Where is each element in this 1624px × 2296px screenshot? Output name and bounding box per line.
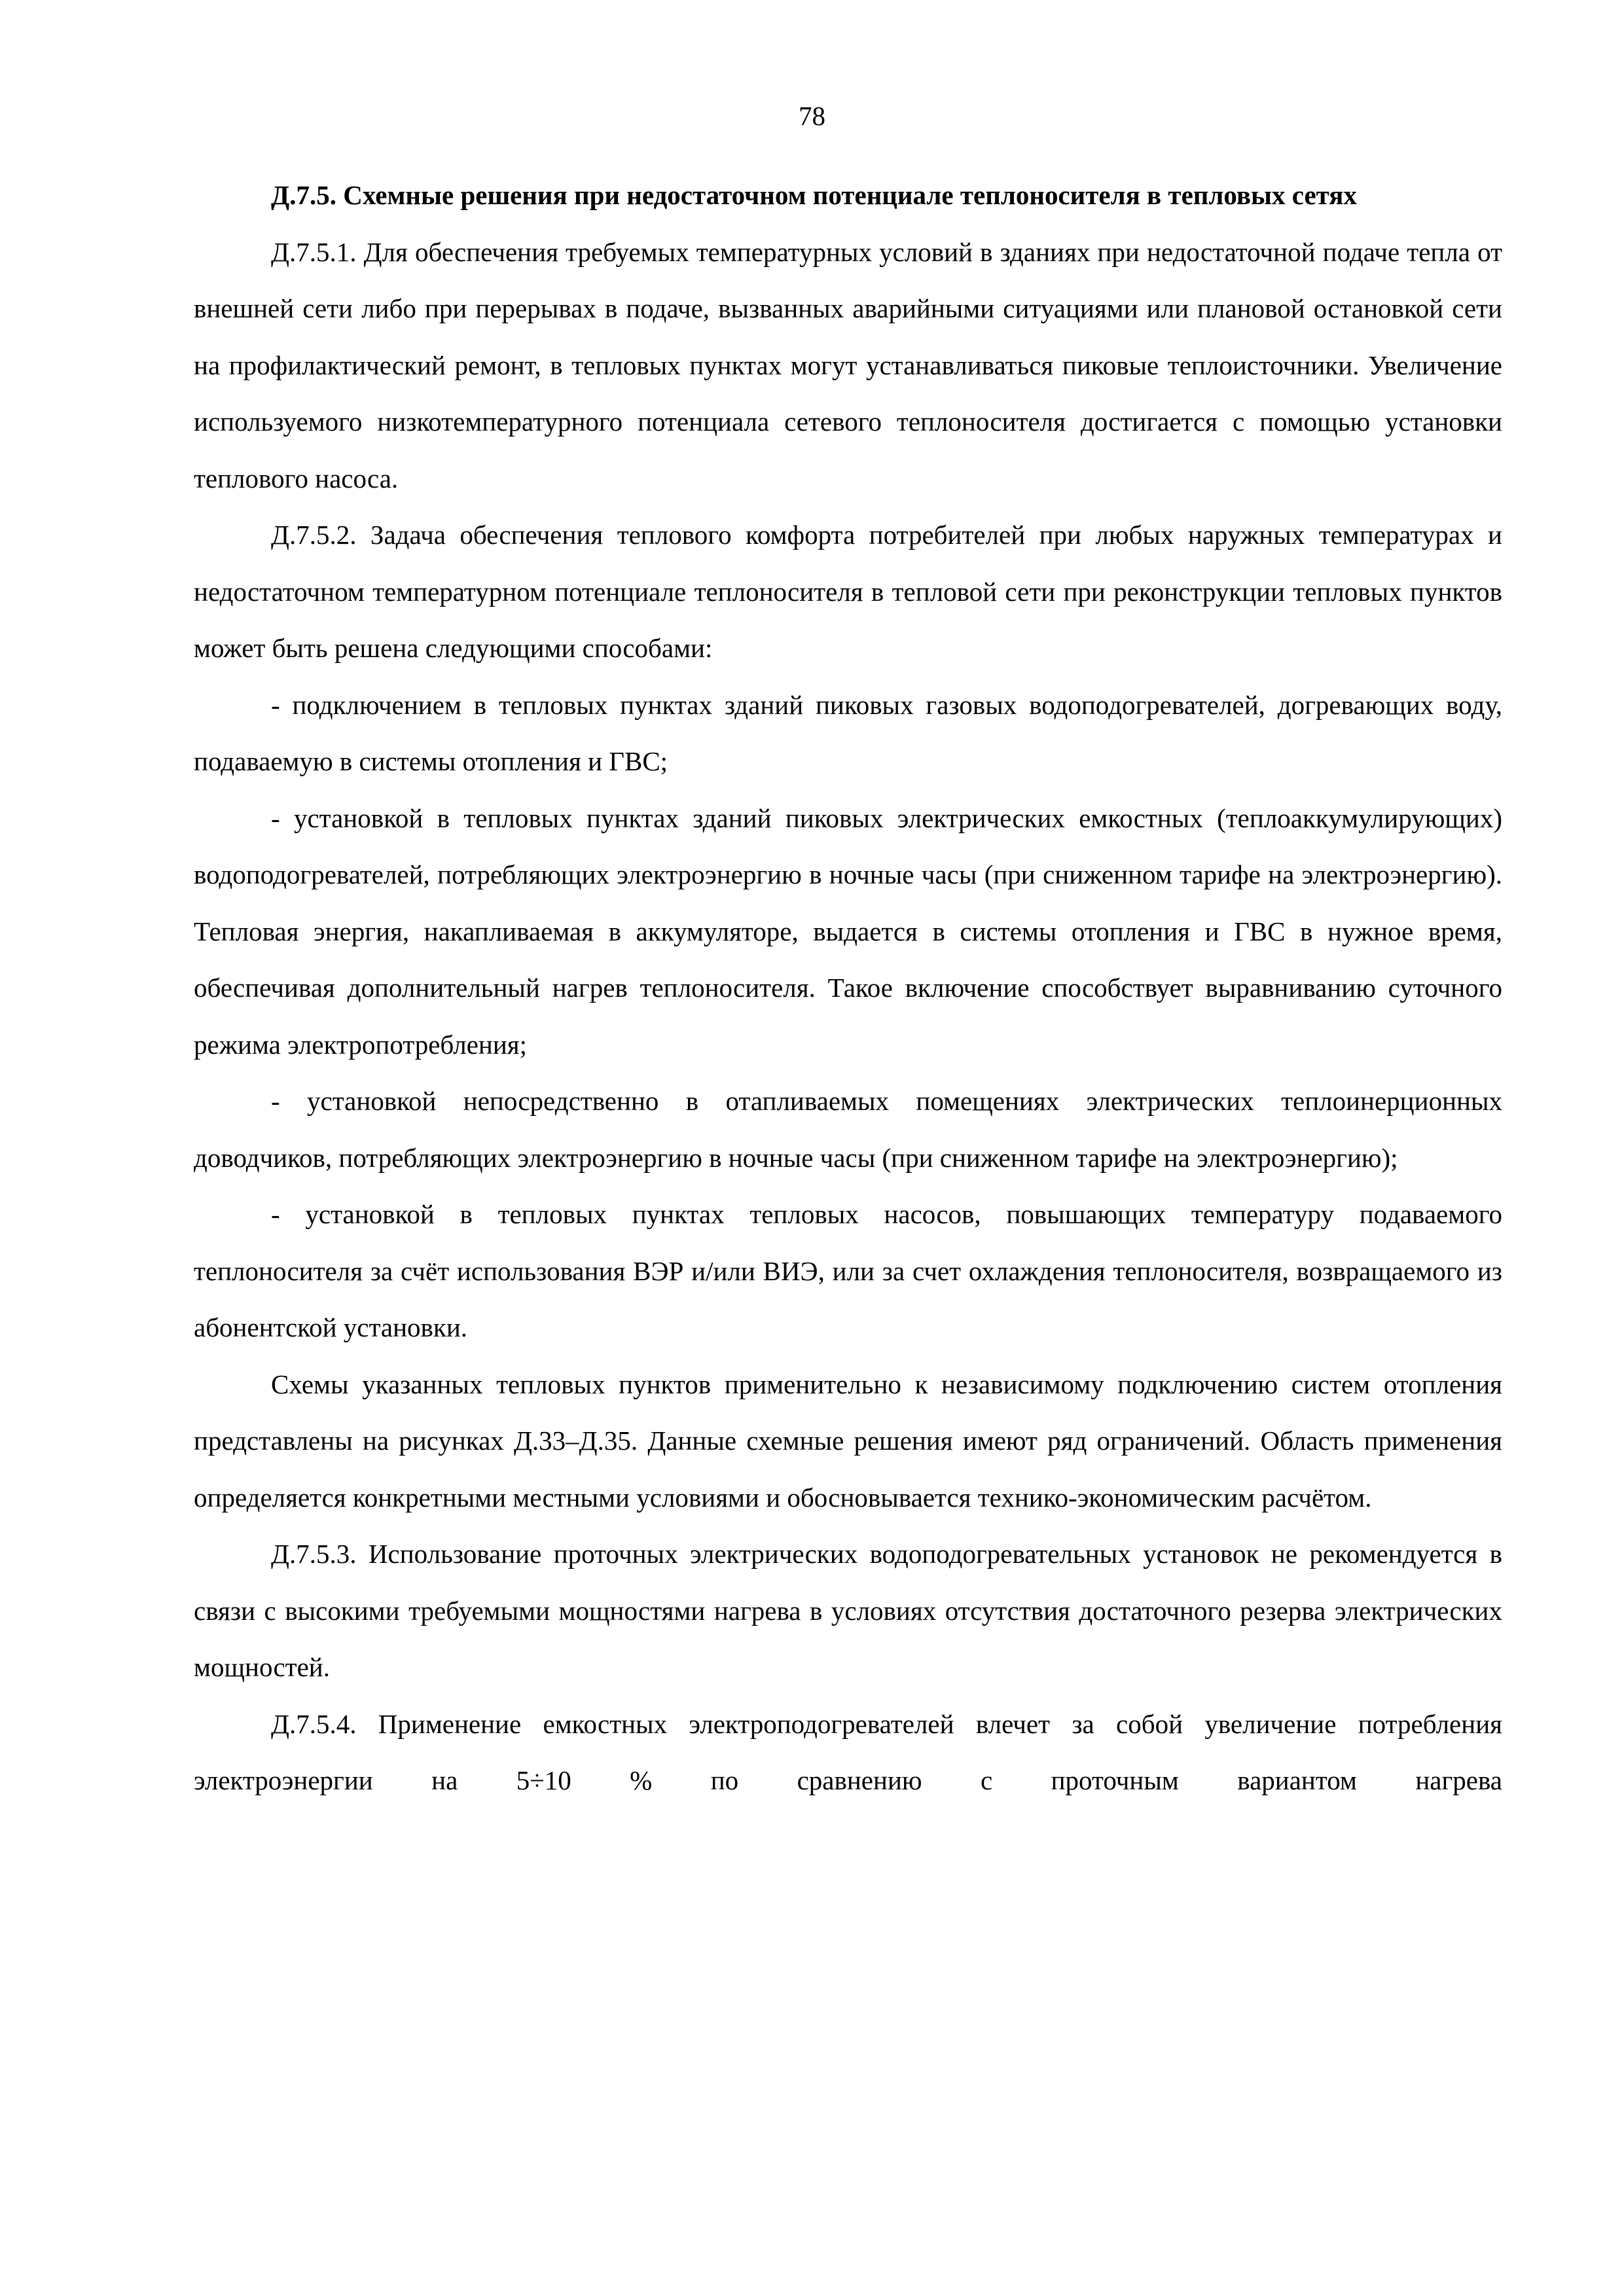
page-number: 78 [799,101,825,131]
paragraph-7-5-2: Д.7.5.2. Задача обеспечения теплового комфорта потребителей при любых наружных температурах и недостаточном температурном потенциале теплоносителя в тепловой сети при реконструкции тепловых пунктов может быть решена следующими способами: [194,520,1502,663]
list-item-room-heaters: - установкой непосредственно в отапливаемых помещениях электрических теплоинерционных доводчиков, потребляющих электроэнергию в ночные часы (при сниженном тарифе на электроэнергию); [194,1086,1502,1173]
paragraph-schemes: Схемы указанных тепловых пунктов применительно к независимому подключению систем отопления представлены на рисунках Д.33–Д.35. Данные схемные решения имеют ряд ограничений. Область применения определяется конкретными местными условиями и обосновывается технико-экономическим расчётом. [194,1369,1502,1513]
paragraph-7-5-3: Д.7.5.3. Использование проточных электрических водоподогревательных установок не рекомендуется в связи с высокими требуемыми мощностями нагрева в условиях отсутствия достаточного резерва электрических мощностей. [194,1539,1502,1682]
paragraph-7-5-4: Д.7.5.4. Применение емкостных электроподогревателей влечет за собой увеличение потребления электроэнергии на 5÷10 % по сравнению с проточным вариантом нагрева [194,1708,1502,1795]
paragraph-7-5-1: Д.7.5.1. Для обеспечения требуемых температурных условий в зданиях при недостаточной подаче тепла от внешней сети либо при перерывах в подаче, вызванных аварийными ситуациями или плановой остановкой сети на профилактический ремонт, в тепловых пунктах могут устанавливаться пиковые теплоисточники. Увеличение используемого низкотемпературного потенциала сетевого теплоносителя достигается с помощью установки теплового насоса. [194,236,1502,493]
document-body [194,167,1502,1809]
list-item-gas-heaters: - подключением в тепловых пунктах зданий пиковых газовых водоподогревателей, догревающих воду, подаваемую в системы отопления и ГВС; [194,689,1502,776]
list-item-electric-storage-heaters: - установкой в тепловых пунктах зданий пиковых электрических емкостных (теплоаккумулирующих) водоподогревателей, потребляющих электроэнергию в ночные часы (при сниженном тарифе на электроэнергию). Тепловая энергия, накапливаемая в аккумуляторе, выдается в системы отопления и ГВС в нужное время, обеспечивая дополнительный нагрев теплоносителя. Такое включение способствует выравниванию суточного режима электропотребления; [194,802,1502,1060]
list-item-heat-pumps: - установкой в тепловых пунктах тепловых насосов, повышающих температуру подаваемого теплоносителя за счёт использования ВЭР и/или ВИЭ, или за счет охлаждения теплоносителя, возвращаемого из абонентской установки. [194,1199,1502,1342]
section-heading: Д.7.5. Схемные решения при недостаточном потенциале теплоносителя в тепловых сетях [271,180,1357,210]
